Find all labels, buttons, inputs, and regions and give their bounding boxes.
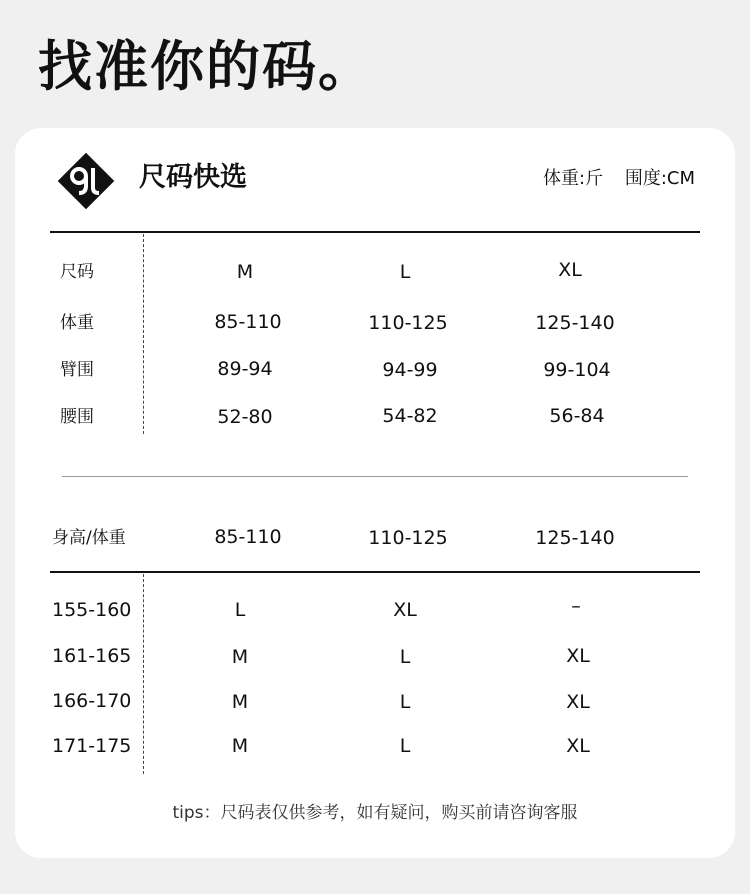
weight-col-2: 110-125 [368,527,448,549]
table-cell: 56-84 [549,405,605,427]
table-cell: M [231,735,249,757]
table-cell: XL [566,645,590,667]
weight-unit: 体重:斤 [543,168,604,189]
table-cell: XL [566,691,590,713]
row-label-waist: 腰围 [60,407,94,427]
size-xl: XL [558,259,582,281]
row-label-arm: 臂围 [60,360,94,380]
table-cell: M [231,691,249,713]
table-cell: 99-104 [543,359,611,381]
section-separator [62,476,688,477]
table-cell: L [399,646,411,668]
section-title: 尺码快选 [139,162,247,193]
table-cell: 52-80 [217,406,273,428]
table2-top-rule [50,571,700,573]
table-cell: M [231,646,249,668]
table1-top-rule [50,231,700,233]
table-cell: L [399,735,411,757]
brand-logo-icon [55,150,117,212]
table-cell: 54-82 [382,405,438,427]
table-cell: 94-99 [382,359,438,381]
units-legend [543,166,695,192]
table2-divider [143,574,144,774]
table-cell: 110-125 [368,312,448,334]
table-cell: L [234,599,246,621]
size-m: M [236,261,254,283]
row-label-weight: 体重 [60,313,94,333]
weight-col-1: 85-110 [214,526,282,548]
table2-header-label: 身高/体重 [52,528,126,548]
table-cell: 85-110 [214,311,282,333]
table-cell: – [571,595,581,617]
size-l: L [399,261,411,283]
row-label-height: 161-165 [52,645,132,667]
table-cell: XL [566,735,590,757]
girth-unit: 围度:CM [624,168,695,189]
row-label-height: 171-175 [52,735,132,757]
table-cell: 89-94 [217,358,273,380]
table1-header-label: 尺码 [60,262,94,282]
row-label-height: 166-170 [52,690,132,712]
size-card [15,128,735,858]
row-label-height: 155-160 [52,599,132,621]
table1-divider [143,234,144,434]
table-cell: XL [393,599,417,621]
table-cell: L [399,691,411,713]
tips-note: tips：尺码表仅供参考，如有疑问，购买前请咨询客服 [172,803,578,823]
table-cell: 125-140 [535,312,615,334]
page-title: 找准你的码。 [38,35,374,98]
weight-col-3: 125-140 [535,527,615,549]
